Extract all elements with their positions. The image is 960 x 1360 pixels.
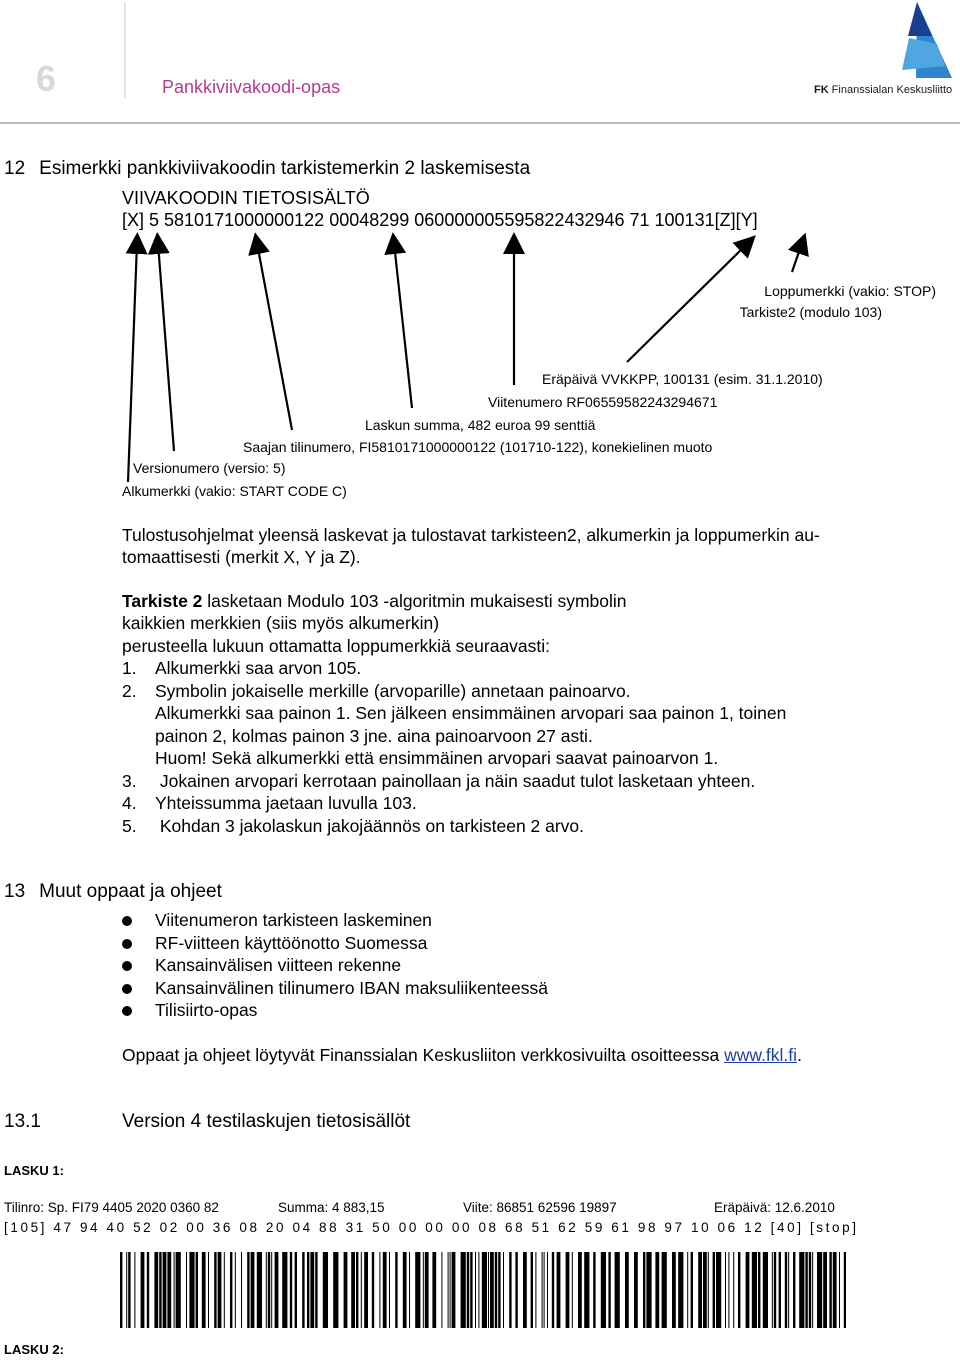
- bullet-icon: [122, 984, 132, 994]
- logo-abbr: FK: [814, 84, 829, 96]
- step-number: 3.: [122, 771, 137, 791]
- section-12-title: Esimerkki pankkiviivakoodin tarkistemerkin 2 laskemisesta: [39, 158, 531, 179]
- invoice-reference: Viite: 86851 62596 19897: [463, 1200, 617, 1215]
- list-item: [122, 910, 548, 933]
- print-programs-line-2: tomaattisesti (merkit X, Y ja Z).: [122, 547, 361, 567]
- list-item-text: Tilisiirto-opas: [155, 1000, 258, 1020]
- list-item: [122, 955, 548, 978]
- guides-location-end: .: [797, 1045, 802, 1065]
- guides-location-text: [122, 1045, 802, 1066]
- list-item-text: Kansainvälinen tilinumero IBAN maksuliikenteessä: [155, 977, 548, 998]
- step-1: [122, 658, 361, 679]
- tarkiste-line-1-rest: lasketaan Modulo 103 -algoritmin mukaisesti symbolin: [202, 591, 627, 611]
- section-13-heading: [4, 881, 222, 903]
- annotation-versio: Versionumero (versio: 5): [133, 460, 286, 476]
- step-text: Huom! Sekä alkumerkki että ensimmäinen arvopari saavat painoarvon 1.: [155, 748, 719, 768]
- annotation-viitenumero: Viitenumero RF06559582243294671: [488, 394, 718, 410]
- arrow-tarkiste: [792, 243, 802, 272]
- annotation-tarkiste2: Tarkiste2 (modulo 103): [739, 304, 882, 320]
- step-text: Symbolin jokaiselle merkille (arvoparille) annetaan painoarvo.: [155, 681, 631, 701]
- arrow-saaja: [257, 243, 292, 430]
- annotation-alku: Alkumerkki (vakio: START CODE C): [122, 483, 347, 499]
- tarkiste-bold: Tarkiste 2: [122, 591, 203, 611]
- arrow-versio: [158, 243, 174, 451]
- list-item: [122, 1000, 548, 1023]
- logo-name: Finanssialan Keskusliitto: [831, 84, 953, 96]
- annotation-stop: Loppumerkki (vakio: STOP): [764, 283, 936, 299]
- section-13-number: 13: [4, 881, 26, 902]
- header-title: Pankkiviivakoodi-opas: [162, 77, 341, 97]
- step-text: painon 2, kolmas painon 3 jne. aina painoarvoon 27 asti.: [155, 726, 593, 746]
- arrow-summa: [394, 243, 412, 408]
- step-5: [122, 816, 584, 837]
- tarkiste-line-2: kaikkien merkkien (siis myös alkumerkin): [122, 613, 440, 633]
- invoice-amount: Summa: 4 883,15: [278, 1200, 385, 1215]
- step-number: 4.: [122, 793, 137, 813]
- section-13-1-number: 13.1: [4, 1111, 41, 1132]
- annotation-saaja: Saajan tilinumero, FI5810171000000122 (101710-122), konekielinen muoto: [243, 439, 713, 455]
- step-number: 5.: [122, 816, 137, 836]
- barcode-content-data: [X] 5 5810171000000122 00048299 060000005595822432946 71 100131[Z][Y]: [122, 210, 758, 230]
- barcode-image: [120, 1252, 846, 1328]
- invoice-2-label: LASKU 2:: [4, 1342, 64, 1357]
- page-number: 6: [36, 58, 57, 99]
- fkl-link[interactable]: www.fkl.fi: [724, 1045, 798, 1065]
- list-item-text: Kansainvälisen viitteen rekenne: [155, 955, 402, 975]
- step-text: Alkumerkki saa arvon 105.: [155, 658, 362, 678]
- barcode-content-title: VIIVAKOODIN TIETOSISÄLTÖ: [122, 188, 370, 208]
- step-text: Alkumerkki saa painon 1. Sen jälkeen ensimmäinen arvopari saa painon 1, toinen: [155, 703, 787, 723]
- arrow-alku: [128, 243, 137, 482]
- section-13-title: Muut oppaat ja ohjeet: [39, 881, 222, 902]
- print-programs-line-1: Tulostusohjelmat yleensä laskevat ja tulostavat tarkisteen2, alkumerkin ja loppumerkin au-: [122, 525, 820, 545]
- invoice-due-date: Eräpäivä: 12.6.2010: [714, 1200, 835, 1215]
- step-text: Yhteissumma jaetaan luvulla 103.: [155, 793, 417, 813]
- section-13-1-title: Version 4 testilaskujen tietosisällöt: [122, 1111, 411, 1132]
- barcode-code-values: [105] 47 94 40 52 02 00 36 08 20 04 88 31 50 00 00 00 08 68 51 62 59 61 98 97 10 06 12 [40] [stop]: [4, 1220, 859, 1235]
- invoice-account: Tilinro: Sp. FI79 4405 2020 0360 82: [4, 1200, 219, 1215]
- list-item: [122, 978, 548, 1001]
- step-text: Kohdan 3 jakolaskun jakojäännös on tarkisteen 2 arvo.: [155, 816, 585, 836]
- bullet-icon: [122, 1006, 132, 1016]
- annotation-summa: Laskun summa, 482 euroa 99 senttiä: [365, 417, 596, 433]
- list-item-text: RF-viitteen käyttöönotto Suomessa: [155, 932, 428, 953]
- tarkiste-line-1: [122, 591, 627, 612]
- bullet-icon: [122, 961, 132, 971]
- step-number: 2.: [122, 681, 137, 701]
- bullet-icon: [122, 916, 132, 926]
- guides-list: [122, 910, 548, 1023]
- step-3: [122, 771, 755, 792]
- list-item: [122, 933, 548, 956]
- bullet-icon: [122, 939, 132, 949]
- step-2-cont-1: [122, 703, 786, 724]
- step-number: 1.: [122, 658, 137, 678]
- tarkiste-line-3: perusteella lukuun ottamatta loppumerkkiä seuraavasti:: [122, 636, 551, 656]
- invoice-1-label: LASKU 1:: [4, 1163, 64, 1178]
- annotation-erapaiva: Eräpäivä VVKKPP, 100131 (esim. 31.1.2010): [542, 371, 823, 387]
- section-12-number: 12: [4, 158, 26, 179]
- list-item-text: Viitenumeron tarkisteen laskeminen: [155, 910, 432, 930]
- arrow-erapaiva: [627, 243, 748, 362]
- step-text: Jokainen arvopari kerrotaan painollaan ja näin saadut tulot lasketaan yhteen.: [155, 771, 756, 791]
- step-4: [122, 793, 417, 814]
- step-2: [122, 681, 631, 702]
- step-2-cont-2: [122, 726, 593, 747]
- step-2-cont-3: [122, 748, 718, 769]
- guides-location-prefix: Oppaat ja ohjeet löytyvät Finanssialan Keskusliiton verkkosivuilta osoitteessa: [122, 1045, 725, 1065]
